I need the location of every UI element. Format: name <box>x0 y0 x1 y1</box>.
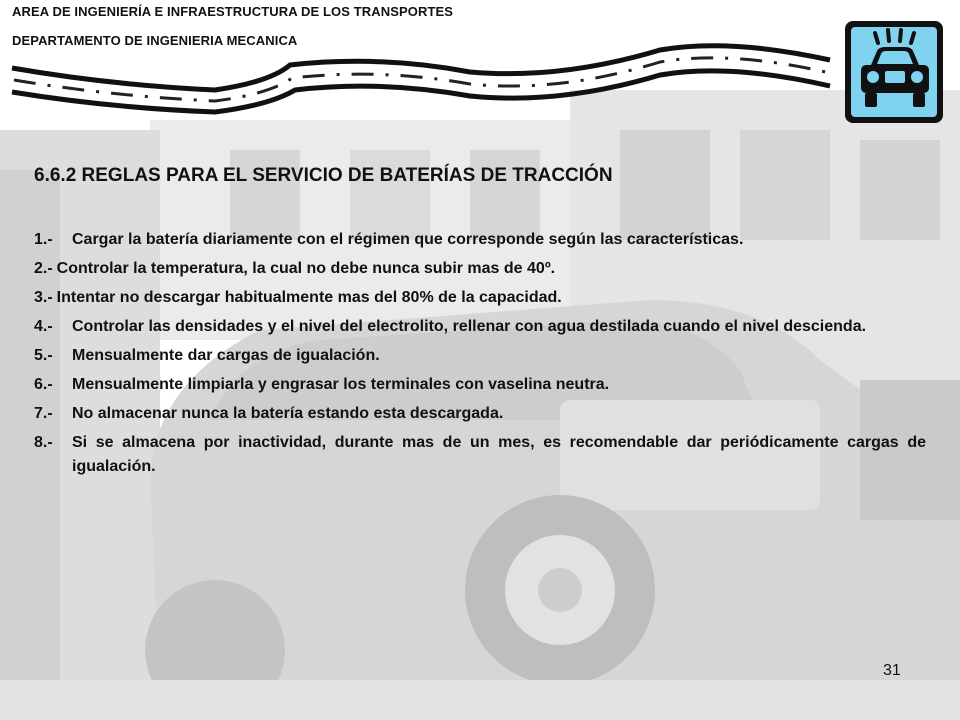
car-headlights-icon <box>843 19 945 125</box>
road-decoration <box>0 0 960 130</box>
rule-number: 5.- <box>34 347 53 364</box>
rule-text: Mensualmente dar cargas de igualación. <box>72 347 380 364</box>
rule-text: Si se almacena por inactividad, durante mas de un mes, es recomendable dar periódicamente cargas de igualación. <box>72 434 926 475</box>
list-item <box>34 315 926 339</box>
rule-text: Controlar la temperatura, la cual no debe nunca subir mas de 40º. <box>56 260 556 277</box>
page-number: 31 <box>883 662 901 679</box>
rule-number: 1.- <box>34 231 53 248</box>
list-item <box>34 344 926 368</box>
header-department-area: AREA DE INGENIERÍA E INFRAESTRUCTURA DE LOS TRANSPORTES <box>12 4 454 19</box>
rule-text: No almacenar nunca la batería estando esta descargada. <box>72 405 504 422</box>
rules-list <box>34 228 926 484</box>
header-department-name: DEPARTAMENTO DE INGENIERIA MECANICA <box>12 33 298 48</box>
rule-text: Mensualmente limpiarla y engrasar los terminales con vaselina neutra. <box>72 376 610 393</box>
rule-number: 3.- <box>34 289 53 306</box>
rule-number: 2.- <box>34 260 53 277</box>
list-item <box>34 257 926 281</box>
rule-text: Controlar las densidades y el nivel del electrolito, rellenar con agua destilada cuando el nivel descienda. <box>72 318 867 335</box>
list-item <box>34 286 926 310</box>
rule-number: 6.- <box>34 376 53 393</box>
section-title: 6.6.2 REGLAS PARA EL SERVICIO DE BATERÍAS DE TRACCIÓN <box>34 165 613 186</box>
rule-text: Intentar no descargar habitualmente mas del 80% de la capacidad. <box>56 289 562 306</box>
list-item <box>34 373 926 397</box>
rule-text: Cargar la batería diariamente con el régimen que corresponde según las características. <box>72 231 744 248</box>
list-item <box>34 228 926 252</box>
list-item <box>34 402 926 426</box>
list-item <box>34 431 926 479</box>
rule-number: 4.- <box>34 318 53 335</box>
rule-number: 8.- <box>34 434 53 451</box>
rule-number: 7.- <box>34 405 53 422</box>
